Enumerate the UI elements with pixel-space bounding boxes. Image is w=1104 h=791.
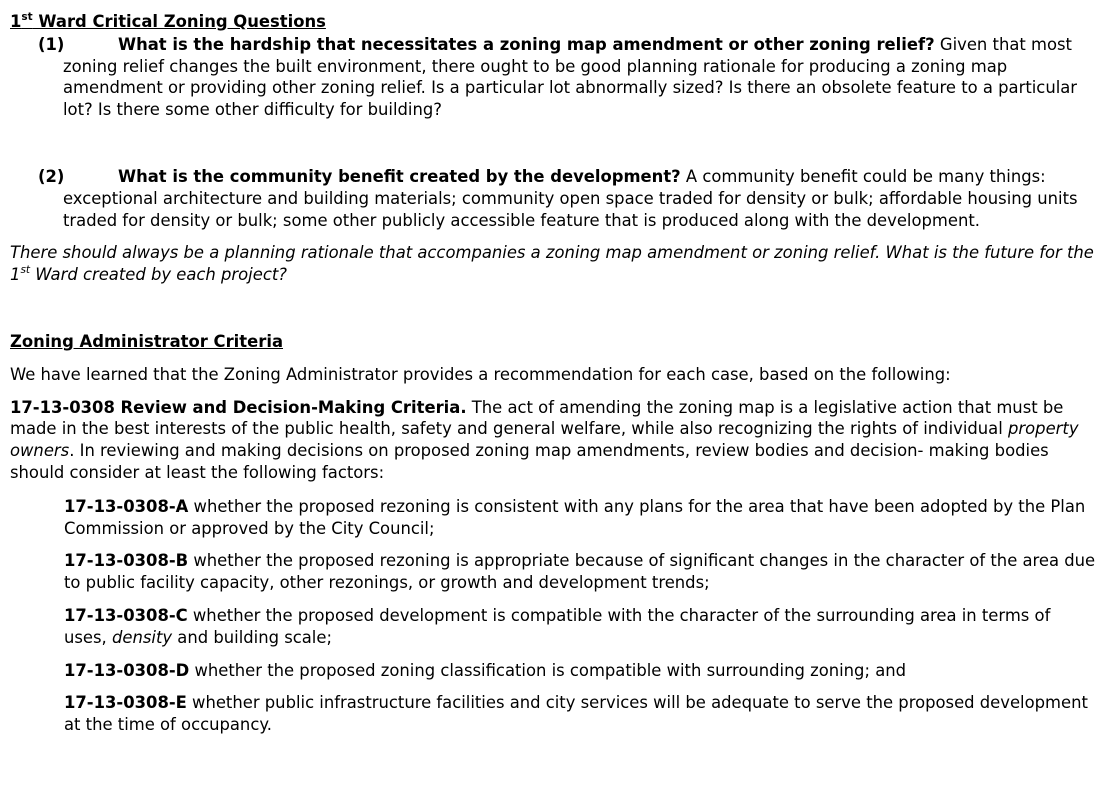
factor-text-end: and building scale;	[172, 627, 332, 647]
closing-statement	[10, 242, 1096, 286]
closing-text-end: Ward created by each project?	[30, 265, 287, 285]
question-lead: What is the hardship that necessitates a zoning map amendment or other zoning relief?	[118, 34, 935, 54]
question-number: (2)	[38, 166, 65, 186]
question-body: Given that most zoning relief changes the built environment, there ought to be good planning rationale for producing a zoning map amendment or providing other zoning relief. Is a particular lot abnormally sized? Is there an obsolete feature to a particular lot? Is there some other difficulty for building?	[63, 34, 1078, 120]
factor-code: 17-13-0308-D	[64, 660, 190, 680]
factor-italic-term: density	[111, 627, 173, 647]
factor-item-a	[64, 496, 1096, 540]
question-body: A community benefit could be many things: exceptional architecture and building materials; community open space traded for density or bulk; affordable housing units traded for density or bulk; some other publicly accessible feature that is produced along with the development.	[63, 166, 1078, 230]
factor-text: whether public infrastructure facilities and city services will be adequate to serve the proposed development at the time of occupancy.	[64, 693, 1088, 735]
closing-ordinal-suffix: st	[20, 263, 31, 276]
section-title-zoning-criteria: Zoning Administrator Criteria	[10, 331, 284, 351]
criteria-text: The act of amending the zoning map is a legislative action that must be made in the best interests of the public health, safety and general welfare, while also recognizing the rights of individual	[10, 397, 1064, 439]
closing-text: There should always be a planning rationale that accompanies a zoning map amendment or zoning relief. What is the future for the 1	[10, 243, 1094, 285]
question-item	[38, 166, 1096, 231]
factor-item-c	[64, 605, 1096, 649]
criteria-lead: 17-13-0308 Review and Decision-Making Criteria.	[10, 397, 467, 417]
question-item	[38, 34, 1096, 121]
title-ordinal-number: 1	[10, 12, 22, 31]
factor-item-b	[64, 550, 1096, 594]
section-title-critical-questions	[10, 11, 1096, 33]
document-page	[10, 11, 1096, 736]
intro-paragraph: We have learned that the Zoning Administrator provides a recommendation for each case, based on the following:	[10, 364, 951, 384]
factor-code: 17-13-0308-A	[64, 496, 189, 516]
question-number: (1)	[38, 34, 65, 54]
factor-item-e	[64, 692, 1096, 736]
factor-code: 17-13-0308-B	[64, 551, 189, 571]
factor-text: whether the proposed zoning classification is compatible with surrounding zoning; and	[189, 660, 907, 680]
factor-text: whether the proposed rezoning is consistent with any plans for the area that have been adopted by the Plan Commission or approved by the City Council;	[64, 496, 1086, 538]
factor-text: whether the proposed rezoning is appropriate because of significant changes in the character of the area due to public facility capacity, other rezonings, or growth and development trends;	[64, 551, 1096, 593]
title-text: Ward Critical Zoning Questions	[32, 12, 326, 31]
factor-code: 17-13-0308-C	[64, 605, 188, 625]
factor-text: whether the proposed development is compatible with the character of the surrounding area in terms of uses,	[64, 605, 1051, 647]
factor-item-d	[64, 660, 1096, 682]
criteria-italic-term: property owners	[10, 419, 1079, 461]
title-ordinal-suffix: st	[21, 10, 33, 23]
question-lead: What is the community benefit created by the development?	[118, 166, 681, 186]
factor-code: 17-13-0308-E	[64, 693, 187, 713]
criteria-text-end: . In reviewing and making decisions on proposed zoning map amendments, review bodies and decision- making bodies should consider at least the following factors:	[10, 441, 1049, 482]
criteria-paragraph	[10, 397, 1096, 484]
